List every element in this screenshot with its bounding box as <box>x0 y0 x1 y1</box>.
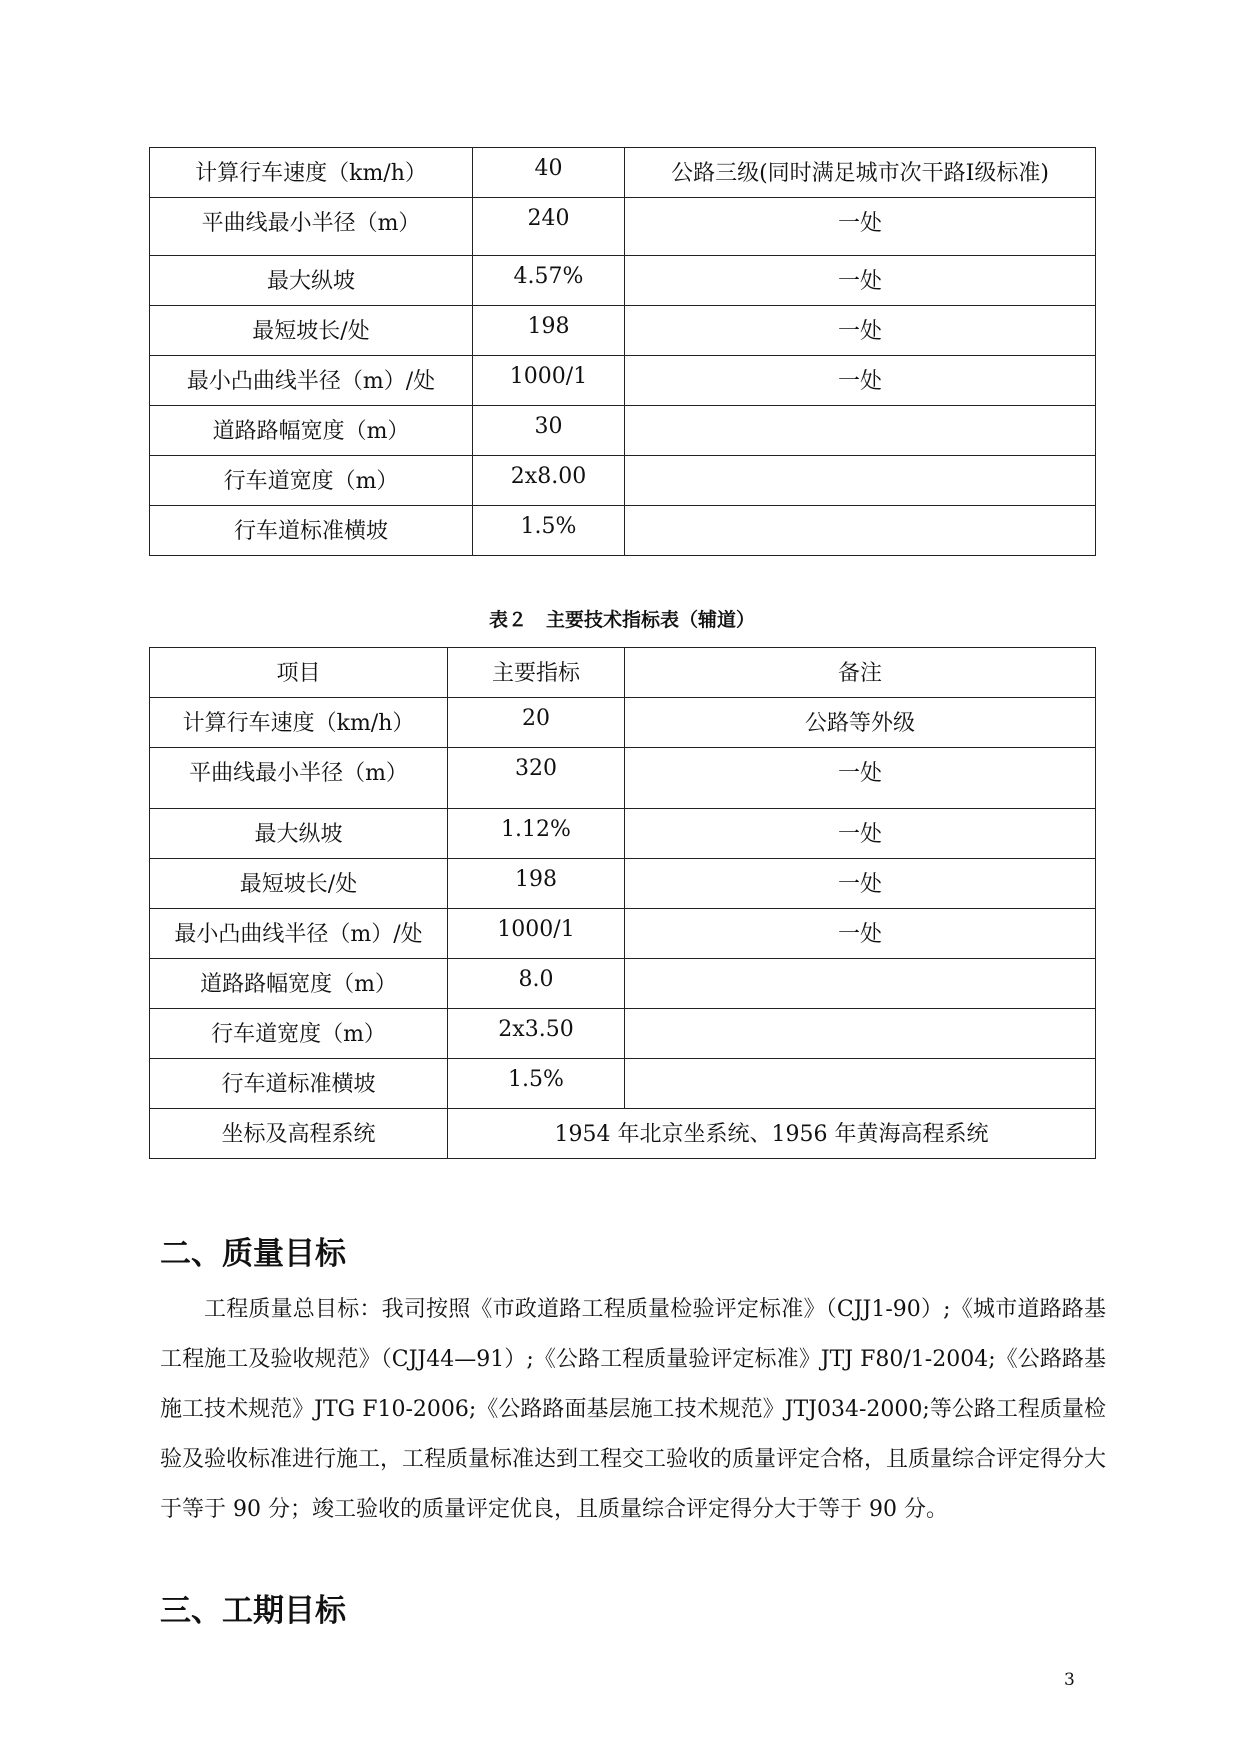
table-cell: 坐标及高程系统 <box>150 1109 448 1159</box>
table-cell: 行车道宽度（m） <box>150 456 473 506</box>
table-cell: 240 <box>473 198 625 256</box>
table-cell: 1.12% <box>448 809 625 859</box>
table-cell: 1.5% <box>473 506 625 556</box>
table-row <box>150 1109 1096 1159</box>
table-cell <box>625 406 1096 456</box>
spec-table-main <box>149 147 1096 556</box>
table-cell: 最短坡长/处 <box>150 859 448 909</box>
table-cell: 道路路幅宽度（m） <box>150 406 473 456</box>
table-cell: 40 <box>473 148 625 198</box>
table-cell: 320 <box>448 748 625 809</box>
table-cell: 一处 <box>625 809 1096 859</box>
table-cell: 行车道标准横坡 <box>150 1059 448 1109</box>
table-row <box>150 959 1096 1009</box>
table-cell: 一处 <box>625 306 1096 356</box>
table-cell <box>625 456 1096 506</box>
table-cell: 30 <box>473 406 625 456</box>
table-cell: 8.0 <box>448 959 625 1009</box>
table-header-cell: 主要指标 <box>448 648 625 698</box>
table-cell: 最短坡长/处 <box>150 306 473 356</box>
table-cell: 一处 <box>625 909 1096 959</box>
table-cell: 一处 <box>625 198 1096 256</box>
table-row <box>150 198 1096 256</box>
table-row <box>150 356 1096 406</box>
table-row <box>150 1009 1096 1059</box>
table-cell <box>625 959 1096 1009</box>
table-cell: 一处 <box>625 356 1096 406</box>
page-number: 3 <box>1064 1670 1075 1690</box>
section-heading-schedule: 三、工期目标 <box>160 1593 346 1629</box>
table-cell: 平曲线最小半径（m） <box>150 198 473 256</box>
table-cell: 行车道宽度（m） <box>150 1009 448 1059</box>
table-cell: 平曲线最小半径（m） <box>150 748 448 809</box>
spec-table-auxiliary <box>149 647 1096 1159</box>
table-cell: 2x8.00 <box>473 456 625 506</box>
table-row <box>150 748 1096 809</box>
table-cell: 公路三级(同时满足城市次干路Ⅰ级标准) <box>625 148 1096 198</box>
table-cell <box>625 1059 1096 1109</box>
quality-paragraph: 工程质量总目标：我司按照《市政道路工程质量检验评定标准》（CJJ1-90）;《城市道路路基工程施工及验收规范》（CJJ44—91）;《公路工程质量验评定标准》JTJ F80/1-2004;《公路路基施工技术规范》JTG F10-2006;《公路路面基层施工技术规范》JTJ034-2000;等公路工程质量检验及验收标准进行施工，工程质量标准达到工程交工验收的质量评定合格，且质量综合评定得分大于等于 90 分；竣工验收的质量评定优良，且质量综合评定得分大于等于 90 分。 <box>160 1297 1107 1522</box>
table-cell: 4.57% <box>473 256 625 306</box>
table-cell <box>625 506 1096 556</box>
table-row <box>150 306 1096 356</box>
table-cell: 1000/1 <box>473 356 625 406</box>
table-cell: 一处 <box>625 859 1096 909</box>
table-cell: 1000/1 <box>448 909 625 959</box>
table-cell: 一处 <box>625 748 1096 809</box>
section-heading-quality: 二、质量目标 <box>160 1236 346 1272</box>
table-row <box>150 1059 1096 1109</box>
table-cell <box>625 1009 1096 1059</box>
table-cell: 198 <box>473 306 625 356</box>
table-row <box>150 506 1096 556</box>
table-header-row <box>150 648 1096 698</box>
table-row <box>150 456 1096 506</box>
table-cell: 1.5% <box>448 1059 625 1109</box>
table-cell: 20 <box>448 698 625 748</box>
table-cell: 计算行车速度（km/h） <box>150 698 448 748</box>
table-row <box>150 148 1096 198</box>
table-cell-merged: 1954 年北京坐系统、1956 年黄海高程系统 <box>448 1109 1096 1159</box>
table-header-cell: 项目 <box>150 648 448 698</box>
table-caption: 表２ 主要技术指标表（辅道） <box>488 609 755 631</box>
table-cell: 最小凸曲线半径（m）/处 <box>150 909 448 959</box>
table-cell: 行车道标准横坡 <box>150 506 473 556</box>
table-cell: 道路路幅宽度（m） <box>150 959 448 1009</box>
table-row <box>150 406 1096 456</box>
table-cell: 一处 <box>625 256 1096 306</box>
table-header-cell: 备注 <box>625 648 1096 698</box>
table-row <box>150 698 1096 748</box>
table-cell: 最大纵坡 <box>150 256 473 306</box>
table-row <box>150 809 1096 859</box>
table-row <box>150 909 1096 959</box>
table-cell: 最大纵坡 <box>150 809 448 859</box>
table-cell: 2x3.50 <box>448 1009 625 1059</box>
table-row <box>150 256 1096 306</box>
table-row <box>150 859 1096 909</box>
table-cell: 198 <box>448 859 625 909</box>
table-cell: 最小凸曲线半径（m）/处 <box>150 356 473 406</box>
table-cell: 公路等外级 <box>625 698 1096 748</box>
table-cell: 计算行车速度（km/h） <box>150 148 473 198</box>
